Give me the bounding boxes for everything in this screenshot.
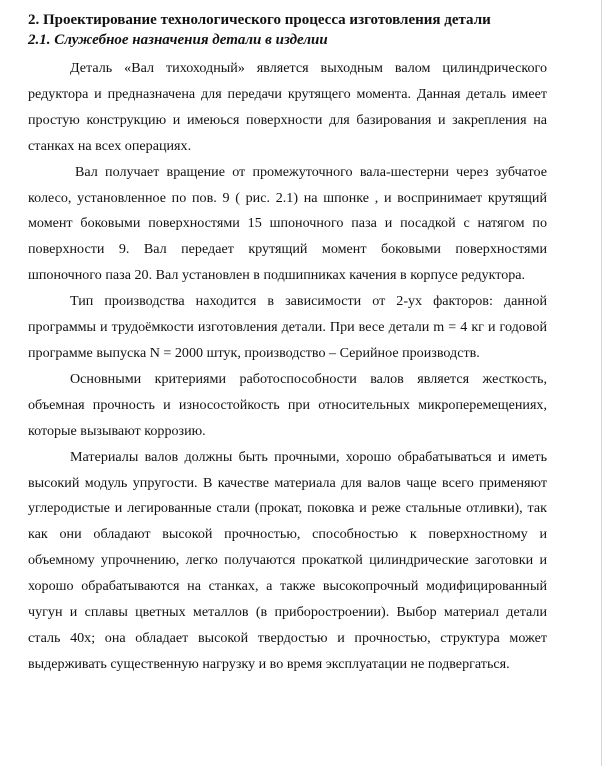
section-heading: 2. Проектирование технологического процесса изготовления детали [28,12,491,28]
subsection-heading: 2.1. Служебное назначения детали в изделии [28,32,328,48]
paragraph-production-type: Тип производства находится в зависимости от 2-ух факторов: данной программы и трудоёмкости изготовления детали. При весе детали m = 4 кг и годовой программе выпуска N = 2000 штук, производство – Серийное производств. [28,293,547,361]
paragraph-purpose: Деталь «Вал тихоходный» является выходным валом цилиндрического редуктора и предназначена для передачи крутящего момента. Данная деталь имеет простую конструкцию и имеюься поверхности для базирования и закрепления на станках на всех операциях. [28,60,547,154]
paragraph-rotation: Вал получает вращение от промежуточного вала-шестерни через зубчатое колесо, установленное по пов. 9 ( рис. 2.1) на шпонке , и воспринимает крутящий момент боковыми поверхностями 15 шпоночного паза и посадкой с натягом по поверхности 9. Вал передает крутящий момент боковыми поверхностями шпоночного паза 20. Вал установлен в подшипниках качения в корпусе редуктора. [28,163,547,284]
paragraph-criteria: Основными критериями работоспособности валов является жесткость, объемная прочность и износостойкость при относительных микроперемещениях, которые вызывают коррозию. [28,370,547,439]
document-body [28,11,547,678]
paragraph-materials: Материалы валов должны быть прочными, хорошо обрабатываться и иметь высокий модуль упругости. В качестве материала для валов чаще всего применяют углеродистые и легированные стали (прокат, поковка и реже стальные отливки), так как они обладают высокой прочностью, способностью к поверхностному и объемному упрочнению, легко получаются прокаткой цилиндрические заготовки и хорошо обрабатываются на станках, а также высокопрочный модифицированный чугун и сплавы цветных металлов (в приборостроении). Выбор материал детали сталь 40х; она обладает высокой твердостью и прочностью, структура может выдерживать существенную нагрузку и во время эксплуатации не подвергаться. [28,448,547,672]
